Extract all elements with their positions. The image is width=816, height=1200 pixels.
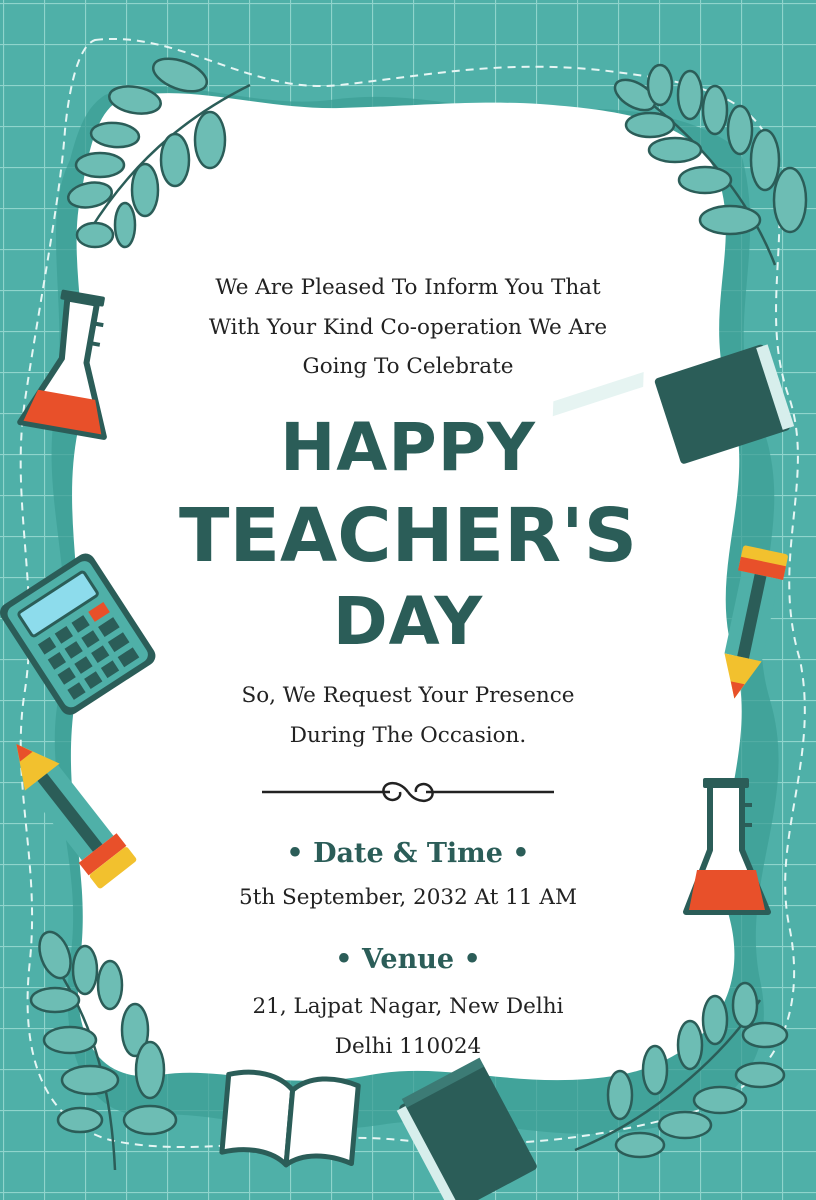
venue-line: 21, Lajpat Nagar, New Delhi [252, 994, 564, 1019]
request-line: During The Occasion. [289, 722, 527, 748]
intro-line: Going To Celebrate [302, 354, 514, 379]
intro-line: We Are Pleased To Inform You That [215, 275, 601, 300]
venue-heading: • Venue • [335, 944, 481, 975]
headline-teachers: TEACHER'S [178, 493, 638, 579]
headline-happy: HAPPY [280, 409, 536, 486]
date-time-heading: • Date & Time • [286, 838, 530, 869]
date-time-value: 5th September, 2032 At 11 AM [239, 885, 577, 910]
request-line: So, We Request Your Presence [241, 683, 575, 708]
intro-line: With Your Kind Co-operation We Are [208, 314, 608, 340]
venue-line: Delhi 110024 [334, 1033, 482, 1059]
headline-day: DAY [332, 583, 484, 660]
venue-address [0, 987, 816, 1066]
